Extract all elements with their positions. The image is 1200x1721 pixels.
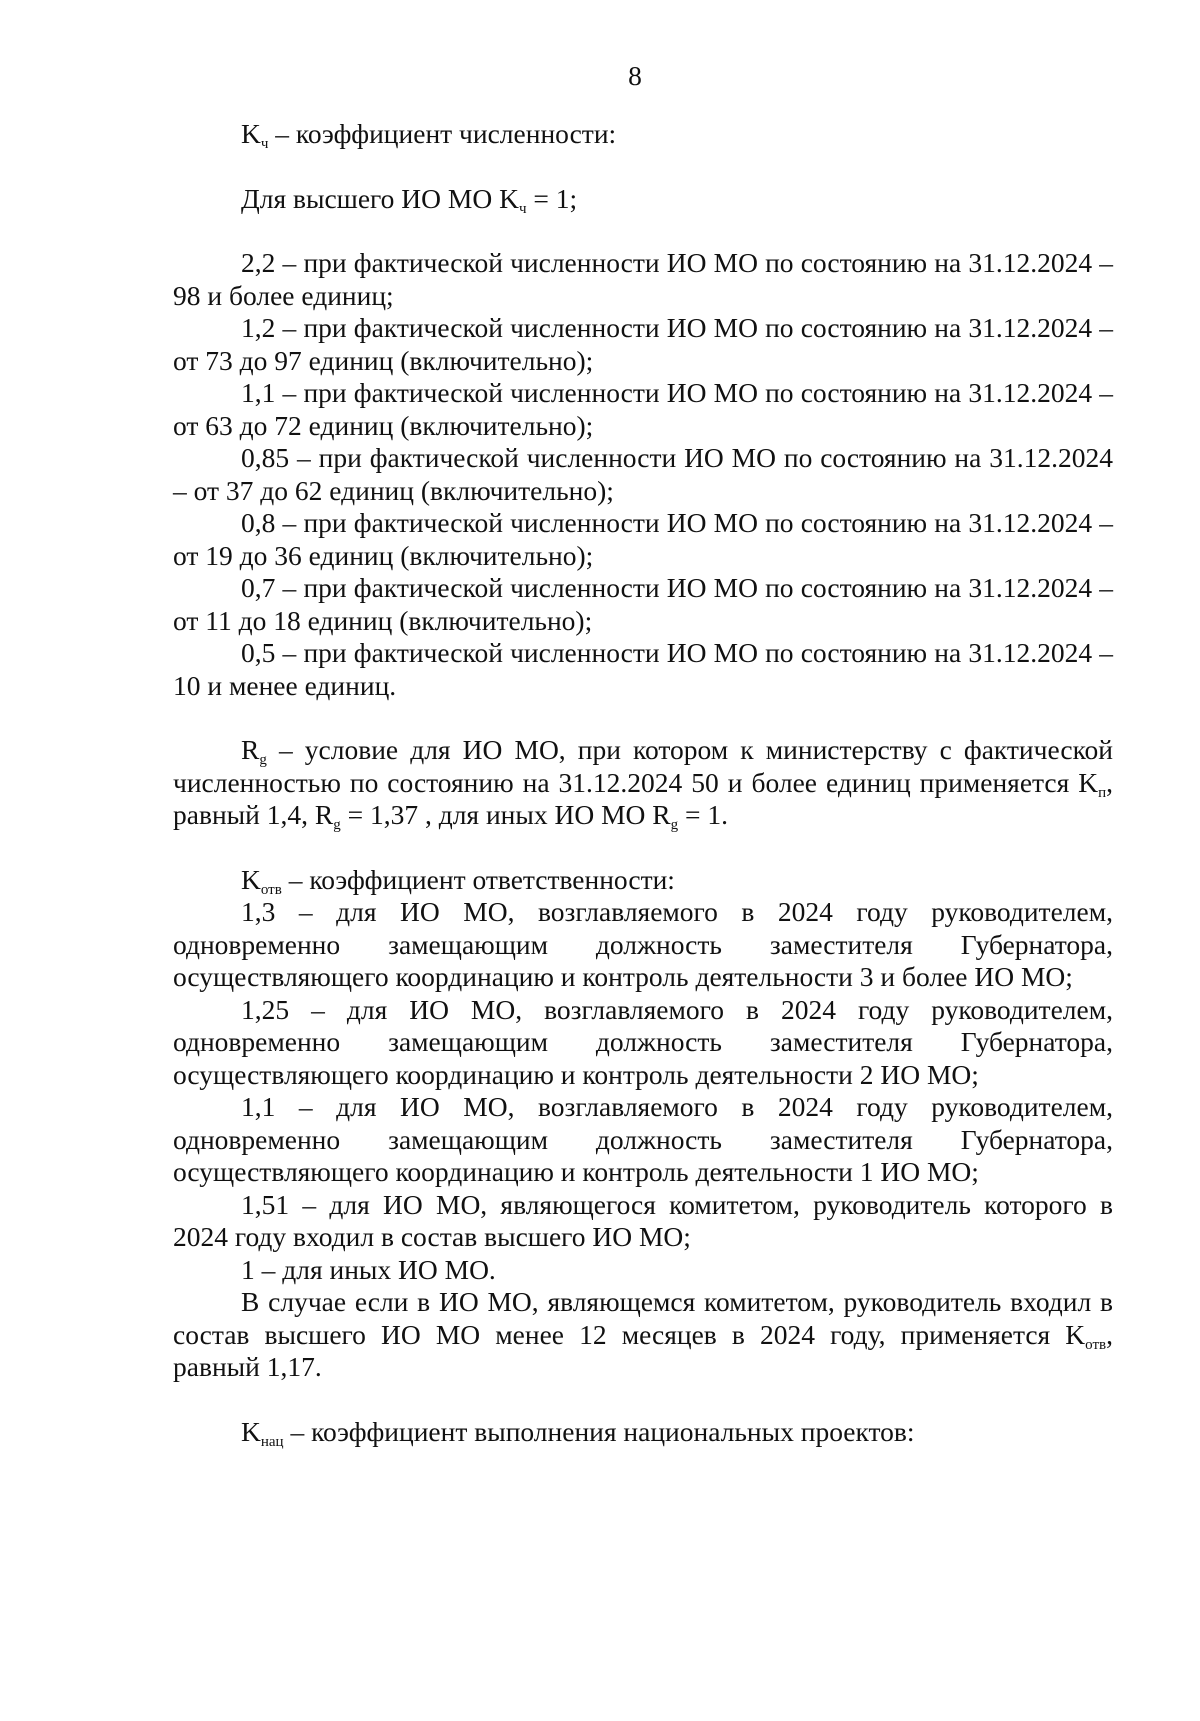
rg-text-1: – условие для ИО МО, при котором к министерству с фактической численностью по состоянию на 31.12.2024 50 и более единиц применяется (173, 734, 1113, 798)
kotv-note-end: , равный 1,17. (173, 1318, 1113, 1382)
page-content (173, 118, 1113, 1448)
kch-highest-prefix: Для высшего ИО МО (241, 182, 500, 214)
kotv-symbol: K (241, 863, 261, 895)
kotv-item: 1 – для иных ИО МО. (241, 1253, 496, 1285)
kch-item: 0,85 – при фактической численности ИО МО по состоянию на 31.12.2024 – от 37 до 62 единиц (включительно); (173, 442, 1113, 506)
kotv-note-symbol: K (1065, 1318, 1086, 1350)
page-number: 8 (628, 60, 642, 91)
kotv-heading (173, 864, 1113, 897)
kotv-subscript: отв (260, 881, 282, 898)
rg-text-2: , равный 1,4, (173, 766, 1113, 830)
kch-subscript: ч (260, 136, 269, 152)
kotv-item: 1,51 – для ИО МО, являющегося комитетом, руководитель которого в 2024 году входил в состав высшего ИО МО; (173, 1188, 1113, 1252)
rg-paragraph (173, 734, 1113, 832)
rg3-symbol: R (652, 799, 671, 830)
rg-text-4: = 1. (678, 799, 729, 830)
kotv-note-subscript: отв (1085, 1336, 1107, 1353)
knac-subscript: нац (260, 1433, 284, 1450)
knac-heading (173, 1416, 1113, 1449)
rg-symbol: R (241, 734, 260, 765)
kotv-note (173, 1286, 1113, 1384)
kch-symbol: K (241, 118, 261, 149)
kch-highest-value: = 1; (526, 182, 578, 214)
rg2-symbol: R (314, 799, 334, 830)
rg-text-3: = 1,37 , для иных ИО МО (340, 799, 653, 830)
knac-symbol: K (241, 1415, 261, 1447)
kotv-item: 1,25 – для ИО МО, возглавляемого в 2024 году руководителем, одновременно замещающим должность заместителя Губернатора, осуществляющего координацию и контроль деятельности 2 ИО МО; (173, 993, 1113, 1090)
kotv-note-text: В случае если в ИО МО, являющемся комитетом, руководитель входил в состав высшего ИО МО менее 12 месяцев в 2024 году, применяется (173, 1286, 1113, 1350)
kch-heading-text: – коэффициент численности: (268, 118, 617, 149)
kch-item: 0,5 – при фактической численности ИО МО по состоянию на 31.12.2024 – 10 и менее единиц. (173, 637, 1113, 701)
kch-item: 0,8 – при фактической численности ИО МО по состоянию на 31.12.2024 – от 19 до 36 единиц (включительно); (173, 507, 1113, 571)
kch-item: 1,2 – при фактической численности ИО МО по состоянию на 31.12.2024 – от 73 до 97 единиц (включительно); (173, 312, 1113, 376)
kotv-item: 1,1 – для ИО МО, возглавляемого в 2024 году руководителем, одновременно замещающим должность заместителя Губернатора, осуществляющего координацию и контроль деятельности 1 ИО МО; (173, 1091, 1113, 1187)
kch-highest-symbol: K (499, 182, 519, 214)
kotv-heading-text: – коэффициент ответственности: (281, 863, 675, 895)
kp-symbol: K (1078, 766, 1099, 798)
kotv-item: 1,3 – для ИО МО, возглавляемого в 2024 году руководителем, одновременно замещающим должность заместителя Губернатора, осуществляющего координацию и контроль деятельности 3 и более ИО МО; (173, 896, 1113, 992)
kch-highest-subscript: ч (518, 200, 527, 217)
kch-item: 2,2 – при фактической численности ИО МО по состоянию на 31.12.2024 – 98 и более единиц; (173, 247, 1113, 311)
kch-heading (173, 118, 1113, 151)
kch-item: 1,1 – при фактической численности ИО МО по состоянию на 31.12.2024 – от 63 до 72 единиц (включительно); (173, 377, 1113, 441)
rg3-subscript: g (670, 817, 679, 833)
kch-highest-line (173, 183, 1113, 216)
rg2-subscript: g (333, 817, 341, 833)
kch-item: 0,7 – при фактической численности ИО МО по состоянию на 31.12.2024 – от 11 до 18 единиц (включительно); (173, 572, 1113, 636)
knac-heading-text: – коэффициент выполнения национальных проектов: (283, 1415, 915, 1447)
rg-subscript: g (259, 752, 267, 768)
kp-subscript: п (1098, 784, 1107, 801)
